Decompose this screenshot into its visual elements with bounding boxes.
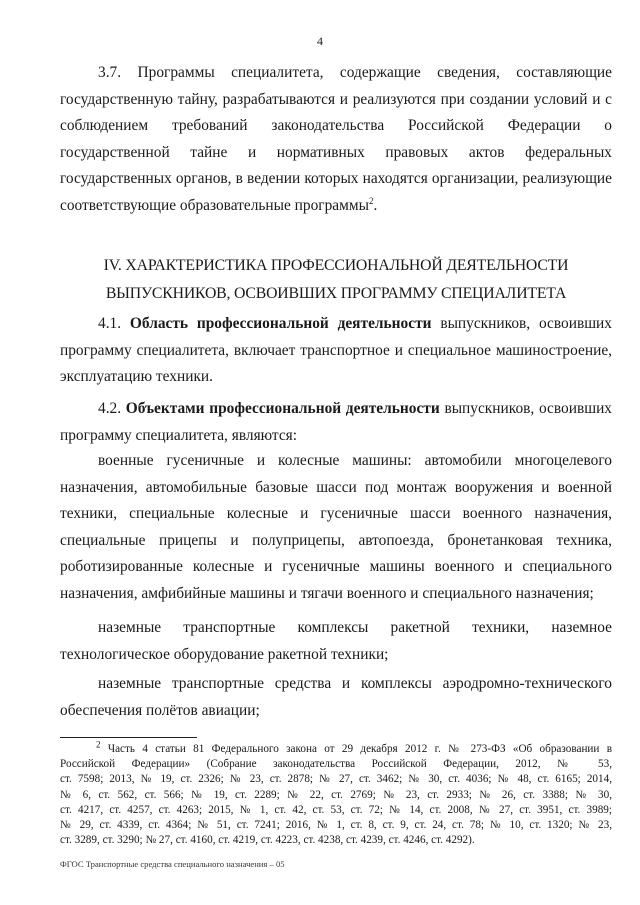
text-line: военные гусеничные и колесные машины: автомобили многоцелевого (98, 452, 612, 469)
text-line: назначения, автомобильные базовые шасси под монтаж вооружения и военной (60, 478, 612, 496)
text-line: программу специалитета, являются: (60, 426, 298, 444)
text-line: соблюдением требований законодательства Российской Федерации о (60, 117, 612, 135)
text-line: технологическое оборудование ракетной техники; (60, 645, 389, 663)
text-line: назначения, амфибийные машины и тягачи военного и специального назначения; (60, 584, 594, 602)
footnote-line: ст. 7598; 2013, № 19, ст. 2326; № 23, ст. 2878; № 27, ст. 3462; № 30, ст. 4036; № 48, ст. 6165; 2014, (60, 773, 612, 786)
paragraph-3-7 (60, 60, 612, 220)
page-footer: ФГОС Транспортные средства специального назначения – 05 (60, 859, 285, 869)
footnote-reference: 2 (368, 195, 374, 206)
bold-term: Область профессиональной деятельности (129, 315, 432, 332)
text-span: выпускников, освоивших (444, 400, 612, 417)
text-line: роботизированные колесные и гусеничные машины военного и специального (60, 558, 612, 576)
text-line: государственную тайну, разрабатываются и реализуются при создании условий и с (60, 90, 612, 108)
text-line: эксплуатацию техники. (60, 368, 214, 386)
heading-line: IV. ХАРАКТЕРИСТИКА ПРОФЕССИОНАЛЬНОЙ ДЕЯТЕЛЬНОСТИ (103, 257, 569, 274)
footnote-line: № 29, ст. 4339, ст. 4364; № 51, ст. 7241; 2016, № 1, ст. 8, ст. 9, ст. 24, ст. 78; № 10, ст. 1320; № 23, (60, 819, 612, 832)
section-heading (60, 252, 612, 308)
footnote-divider (60, 737, 197, 738)
text-span: соответствующие образовательные программы (60, 196, 369, 214)
footnote (60, 739, 612, 848)
footnote-line: ст. 3289, ст. 3290; № 27, ст. 4160, ст. 4219, ст. 4223, ст. 4238, ст. 4239, ст. 4246, ст. 4292). (60, 834, 475, 847)
text-line (60, 311, 612, 338)
text-line: техники, специальные колесные и гусеничные шасси военного назначения, (60, 505, 612, 523)
footnote-line: № 6, ст. 562, ст. 566; № 19, ст. 2289; № 22, ст. 2769; № 23, ст. 2933; № 26, ст. 3388; № 30, (60, 788, 612, 801)
text-line: государственной тайне и нормативных правовых актов федеральных (60, 143, 612, 161)
text-line: наземные транспортные средства и комплексы аэродромно-технического (98, 675, 612, 692)
footnote-line: Российской Федерации» (Собрание законодательства Российской Федерации, 2012, № 53, (60, 758, 612, 771)
clause-number: 4.1. (98, 315, 122, 332)
list-item (60, 615, 612, 668)
text-line: государственных органов, в ведении которых находятся организации, реализующие (60, 170, 612, 188)
text-span: выпускников, освоивших (440, 315, 612, 332)
heading-line: ВЫПУСКНИКОВ, ОСВОИВШИХ ПРОГРАММУ СПЕЦИАЛИТЕТА (105, 285, 567, 302)
list-item (60, 448, 612, 608)
text-line (60, 396, 612, 423)
text-line: наземные транспортные комплексы ракетной техники, наземное (98, 619, 612, 636)
text-line: программу специалитета, включает транспортное и специальное машиностроение, (60, 341, 612, 359)
clause-number: 4.2. (98, 400, 122, 417)
paragraph-4-2 (60, 396, 612, 449)
text-line: соответствующие образовательные программы$^2$. (60, 195, 378, 214)
text-line: 3.7. Программы специалитета, содержащие сведения, составляющие (98, 64, 612, 81)
text-span: Часть 4 статьи 81 Федерального закона от 29 декабря 2012 г. № 273-ФЗ «Об образовании в (107, 743, 612, 755)
page-number: 4 (317, 34, 323, 48)
footnote-mark: 2 (96, 739, 101, 750)
text-line: специальные прицепы и полуприцепы, автопоезда, бронетанковая техника, (60, 531, 612, 549)
bold-term: Объектами профессиональной деятельности (125, 400, 440, 417)
footnote-line: ст. 4217, ст. 4257, ст. 4263; 2015, № 1, ст. 42, ст. 53, ст. 72; № 14, ст. 2008, № 27, ст. 3951, ст. 3989; (60, 803, 612, 816)
text-line: обеспечения полётов авиации; (60, 701, 260, 719)
list-item (60, 671, 612, 724)
paragraph-4-1 (60, 311, 612, 391)
footnote-line (60, 739, 612, 757)
